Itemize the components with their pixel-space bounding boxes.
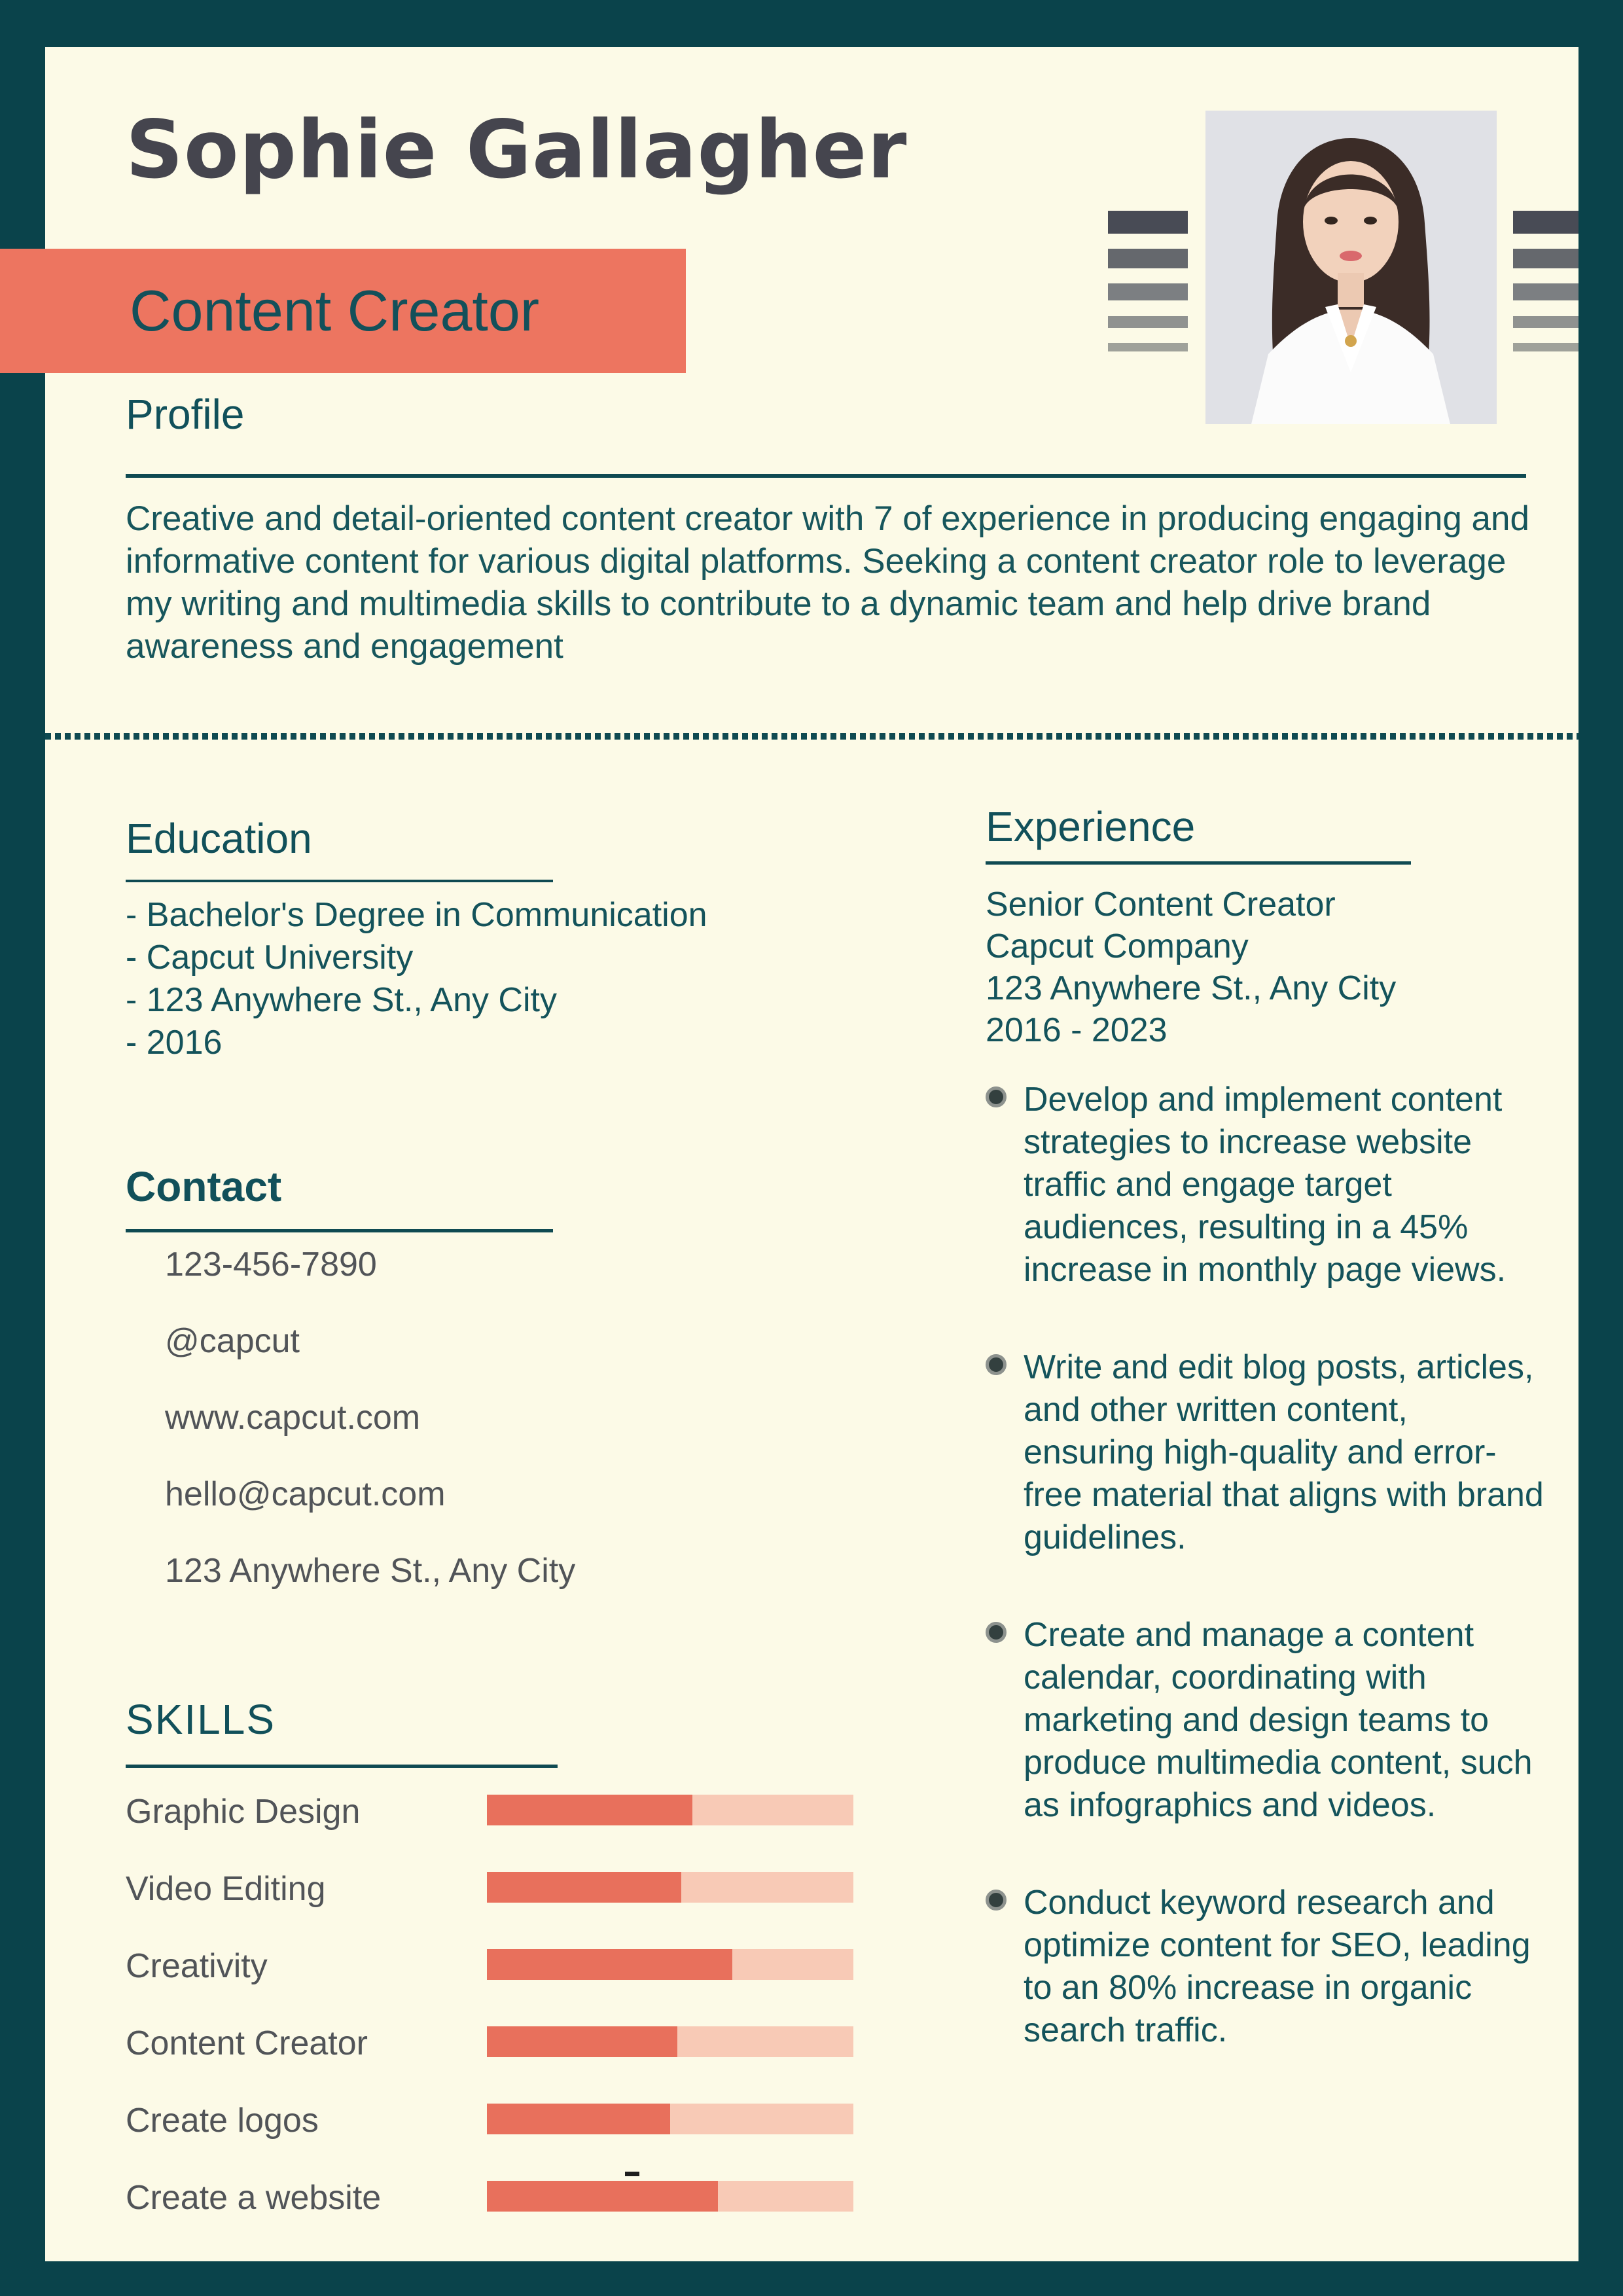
experience-bullet [986, 1079, 1555, 1291]
bullet-text: Create and manage a content calendar, coordinating with marketing and design teams to produce multimedia content, such as infographics and videos. [1024, 1616, 1533, 1824]
decor-bars-left [1108, 211, 1188, 358]
job-title: Content Creator [130, 278, 540, 343]
decor-bar [1108, 249, 1188, 268]
experience-role-block [986, 884, 1396, 1051]
job-title-banner [0, 249, 686, 373]
education-item: - Capcut University [126, 939, 414, 977]
skill-bar-fill [487, 1872, 681, 1903]
contact-email: hello@capcut.com [165, 1475, 446, 1513]
experience-bullets [986, 1079, 1555, 2107]
skill-row [126, 2104, 859, 2181]
decor-bar [1513, 283, 1578, 300]
skill-label: Graphic Design [126, 1793, 361, 1831]
skill-bar-fill [487, 2104, 670, 2134]
decor-bar [1513, 249, 1578, 268]
experience-bullet [986, 1614, 1555, 1827]
decor-bar [1513, 316, 1578, 328]
education-list [126, 894, 707, 1064]
experience-rule [986, 861, 1411, 865]
contact-heading: Contact [126, 1163, 282, 1210]
contact-list [165, 1245, 575, 1628]
education-rule [126, 880, 553, 882]
skill-bar [487, 2026, 853, 2057]
skill-bar-fill [487, 1795, 692, 1825]
bullet-text: Conduct keyword research and optimize content for SEO, leading to an 80% increase in organic search traffic. [1024, 1884, 1531, 2049]
experience-bullet [986, 1882, 1555, 2052]
skills-rule [126, 1765, 558, 1768]
decor-bar [1108, 283, 1188, 300]
decor-bar [1513, 343, 1578, 351]
bullet-text: Write and edit blog posts, articles, and other written content, ensuring high-quality and error-free material that aligns with brand guidelines. [1024, 1348, 1544, 1556]
experience-job-title: Senior Content Creator [986, 886, 1336, 924]
experience-heading: Experience [986, 803, 1196, 850]
bullet-dot-icon [986, 1890, 1007, 1910]
contact-handle: @capcut [165, 1322, 300, 1360]
skill-row [126, 1949, 859, 2026]
skill-bar [487, 2181, 853, 2212]
experience-address: 123 Anywhere St., Any City [986, 969, 1397, 1007]
experience-dates: 2016 - 2023 [986, 1011, 1168, 1049]
skill-bar [487, 1949, 853, 1980]
profile-summary: Creative and detail-oriented content creator with 7 of experience in producing engaging and informative content for various digital platforms. Seeking a content creator role to leverage my writing and multimedia skills to contribute to a dynamic team and help drive brand awareness and engagement [126, 499, 1529, 666]
skill-row [126, 2026, 859, 2104]
profile-photo [1205, 111, 1497, 424]
education-heading: Education [126, 815, 312, 862]
skill-row [126, 2181, 859, 2258]
dotted-divider [45, 733, 1578, 740]
decor-bar [1108, 316, 1188, 328]
education-item: - Bachelor's Degree in Communication [126, 896, 707, 934]
contact-rule [126, 1229, 553, 1232]
experience-company: Capcut Company [986, 927, 1249, 965]
skill-bar [487, 1872, 853, 1903]
skill-label: Create a website [126, 2179, 382, 2217]
portrait-illustration [1205, 111, 1497, 424]
education-item: - 2016 [126, 1024, 223, 1062]
skill-label: Video Editing [126, 1870, 326, 1908]
profile-rule [126, 474, 1526, 478]
skill-label: Content Creator [126, 2024, 368, 2062]
skill-bar [487, 1795, 853, 1825]
bullet-dot-icon [986, 1354, 1007, 1375]
stray-mark [625, 2172, 639, 2176]
skill-row [126, 1872, 859, 1949]
decor-bars-right [1513, 211, 1578, 358]
decor-bar [1108, 343, 1188, 351]
decor-bar [1513, 211, 1578, 234]
education-item: - 123 Anywhere St., Any City [126, 981, 557, 1019]
contact-website: www.capcut.com [165, 1399, 421, 1437]
skills-rows [126, 1795, 859, 2258]
person-name: Sophie Gallagher [126, 103, 908, 196]
decor-bar [1108, 211, 1188, 234]
skill-bar-fill [487, 2181, 718, 2212]
contact-phone: 123-456-7890 [165, 1246, 377, 1283]
profile-heading: Profile [126, 391, 245, 438]
skill-bar-fill [487, 1949, 732, 1980]
bullet-text: Develop and implement content strategies to increase website traffic and engage target audiences, resulting in a 45% increase in monthly page views. [1024, 1081, 1507, 1289]
skill-label: Creativity [126, 1947, 268, 1985]
bullet-dot-icon [986, 1086, 1007, 1107]
skill-bar-fill [487, 2026, 677, 2057]
skills-heading: SKILLS [126, 1696, 276, 1743]
skill-label: Create logos [126, 2102, 319, 2140]
experience-bullet [986, 1346, 1555, 1559]
skill-row [126, 1795, 859, 1872]
bullet-dot-icon [986, 1622, 1007, 1643]
skill-bar [487, 2104, 853, 2134]
contact-address: 123 Anywhere St., Any City [165, 1552, 576, 1590]
